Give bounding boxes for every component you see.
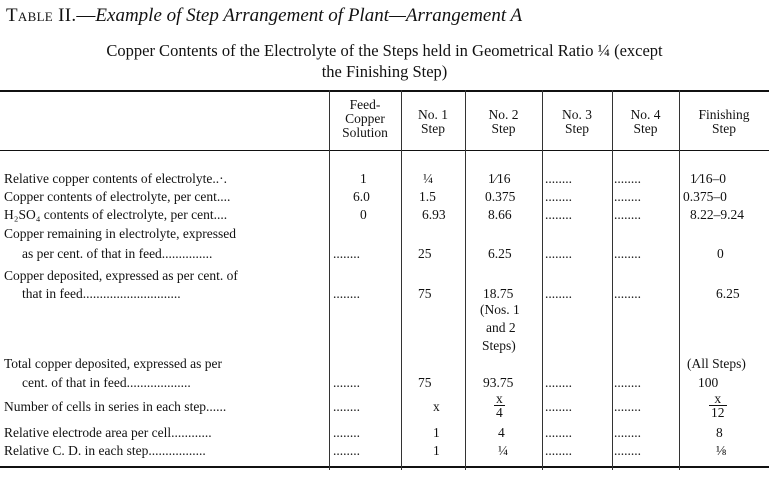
row-label-continuation: that in feed............................. (22, 286, 181, 301)
cell-step-2-note: Steps) (482, 338, 516, 353)
cell-finishing: 0 (717, 246, 724, 261)
cell-step-1: 1.5 (419, 189, 436, 204)
cell-step-1: 6.93 (422, 207, 446, 222)
cell-finishing-note: (All Steps) (687, 356, 746, 371)
column-header-step-1: No. 1 Step (418, 107, 448, 136)
cell-step-2: 4 (498, 425, 505, 440)
fraction-numerator: x (496, 391, 503, 406)
column-header-feed: Feed- Copper Solution (342, 97, 388, 140)
cell-step-1: ¼ (423, 171, 434, 186)
row-label: Copper remaining in electrolyte, expressed (4, 226, 237, 241)
cell-step-3: ........ (545, 425, 572, 440)
cell-finishing: 8.22–9.24 (690, 207, 744, 222)
cell-step-2-note: (Nos. 1 (480, 302, 520, 317)
cell-feed: ........ (333, 375, 360, 390)
bottom-rule (0, 466, 769, 468)
title-dash: — (76, 5, 96, 26)
cell-step-3: ........ (545, 246, 572, 261)
fraction-denominator: 4 (496, 405, 503, 420)
cell-finishing: ⅛ (716, 443, 727, 458)
cell-step-2: 6.25 (488, 246, 512, 261)
cell-step-2: 18.75 (483, 286, 514, 301)
cell-step-2-note: and 2 (486, 320, 516, 335)
cell-step-3: ........ (545, 171, 572, 186)
cell-step-4: ........ (614, 425, 641, 440)
column-header-step-4: No. 4 Step (630, 107, 661, 136)
cell-finishing: 1⁄16–0 (690, 171, 727, 186)
cell-step-3: ........ (545, 443, 572, 458)
cell-step-1: 75 (418, 286, 432, 301)
cell-step-3: ........ (545, 286, 572, 301)
cell-step-1: 1 (433, 425, 440, 440)
title-text: Example of Step Arrangement of Plant—Arrangement A (95, 5, 523, 26)
table-title (6, 4, 766, 28)
column-divider (679, 90, 680, 470)
column-divider (401, 90, 402, 470)
row-label-continuation: as per cent. of that in feed............... (22, 246, 213, 261)
cell-step-1: x (433, 399, 440, 414)
cell-step-3: ........ (545, 189, 572, 204)
cell-feed: 1 (360, 171, 367, 186)
cell-step-4: ........ (614, 375, 641, 390)
table-label: Table II. (6, 5, 77, 26)
cell-step-2: 1⁄16 (488, 171, 511, 186)
cell-step-3: ........ (545, 399, 572, 414)
column-divider (329, 90, 330, 470)
cell-step-1: 1 (433, 443, 440, 458)
cell-feed: 6.0 (353, 189, 370, 204)
cell-finishing: 8 (716, 425, 723, 440)
column-header-step-3: No. 3 Step (562, 107, 592, 136)
header-rule (0, 150, 769, 151)
row-label-continuation: cent. of that in feed................... (22, 375, 191, 390)
column-header-step-2: No. 2 Step (488, 107, 519, 136)
cell-step-1: 25 (418, 246, 432, 261)
cell-step-4: ........ (614, 443, 641, 458)
cell-step-4: ........ (614, 286, 641, 301)
row-label: Relative electrode area per cell............ (4, 425, 212, 440)
column-header-finishing: Finishing Step (698, 107, 750, 136)
cell-step-2: ¼ (498, 443, 509, 458)
cell-step-2-fraction (494, 392, 505, 419)
table-subtitle (0, 40, 769, 82)
top-rule (0, 90, 769, 92)
row-label: Copper contents of electrolyte, per cent.... (4, 189, 231, 204)
row-label: H₂SO₄ contents of electrolyte, per cent.... (4, 207, 228, 222)
cell-step-1: 75 (418, 375, 432, 390)
cell-step-4: ........ (614, 189, 641, 204)
row-label: Relative C. D. in each step................. (4, 443, 206, 458)
row-label: Copper deposited, expressed as per cent. of (4, 268, 238, 283)
subtitle-line-1: Copper Contents of the Electrolyte of the Steps held in Geometrical Ratio ¼ (except (106, 41, 663, 60)
cell-step-4: ........ (614, 246, 641, 261)
cell-step-2: 0.375 (485, 189, 516, 204)
cell-step-2: 93.75 (483, 375, 514, 390)
cell-finishing: 0.375–0 (683, 189, 727, 204)
cell-step-3: ........ (545, 375, 572, 390)
subtitle-line-2: the Finishing Step) (321, 62, 448, 81)
cell-step-3: ........ (545, 207, 572, 222)
row-label: Number of cells in series in each step...... (4, 399, 227, 414)
cell-finishing: 100 (698, 375, 719, 390)
row-label: Total copper deposited, expressed as per (4, 356, 222, 371)
cell-feed: 0 (360, 207, 367, 222)
cell-finishing-fraction (709, 392, 727, 419)
cell-step-2: 8.66 (488, 207, 512, 222)
cell-step-4: ........ (614, 399, 641, 414)
cell-step-4: ........ (614, 171, 641, 186)
cell-finishing: 6.25 (716, 286, 740, 301)
cell-feed: ........ (333, 443, 360, 458)
cell-feed: ........ (333, 286, 360, 301)
cell-feed: ........ (333, 425, 360, 440)
column-divider (465, 90, 466, 470)
cell-feed: ........ (333, 399, 360, 414)
row-label: Relative copper contents of electrolyte..·. (4, 171, 228, 186)
column-divider (612, 90, 613, 470)
fraction-denominator: 12 (711, 405, 725, 420)
fraction-numerator: x (709, 392, 727, 406)
cell-step-4: ........ (614, 207, 641, 222)
cell-feed: ........ (333, 246, 360, 261)
column-divider (542, 90, 543, 470)
